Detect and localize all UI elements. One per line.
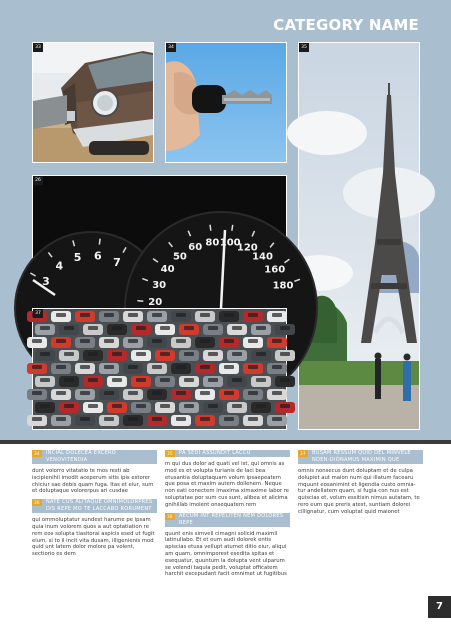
car-window [80,313,90,317]
car-window [88,352,98,356]
car-window [104,313,114,317]
car-window [160,352,170,356]
gauge-tick-label: 50 [172,251,187,263]
gauge-tick-label: 180 [272,280,294,292]
car-window [248,365,258,369]
vintage-car-photo [32,42,154,163]
car-window [104,365,114,369]
badge-number: 35 [165,450,175,457]
car-window [280,352,290,356]
car-window [80,339,90,343]
car-window [64,404,74,408]
car-window [248,339,258,343]
gauge-tick-label: 40 [160,264,175,276]
car-window [224,417,234,421]
gauge-tick-label: 100 [219,237,241,249]
eiffel-tower-image [299,43,419,429]
photo-number-badge: 26 [33,176,43,185]
car-window [136,352,146,356]
car-window [160,404,170,408]
car-window [80,417,90,421]
car-window [200,391,210,395]
car-window [256,378,266,382]
car-window [112,352,122,356]
car-window [104,391,114,395]
car-window [200,365,210,369]
car-window [136,326,146,330]
eiffel-tower-photo [298,42,420,430]
car-window [64,378,74,382]
car-key-photo [165,42,287,163]
car-window [40,326,50,330]
car-window [256,326,266,330]
section-divider [0,440,451,444]
car-window [32,417,42,421]
car-window [88,326,98,330]
car-window [104,339,114,343]
car-window [200,313,210,317]
gauge-tick-label: 4 [55,259,64,273]
car-window [248,417,258,421]
car-window [136,404,146,408]
car-window [176,365,186,369]
car-window [176,313,186,317]
car-window [224,365,234,369]
car-window [184,352,194,356]
car-window [56,313,66,317]
car-window [88,378,98,382]
car-window [184,404,194,408]
car-window [208,404,218,408]
car-window [184,326,194,330]
car-window [256,352,266,356]
gauge-tick-label: 60 [188,242,203,254]
badge-number: 37 [298,450,308,457]
car-window [128,365,138,369]
car-window [248,391,258,395]
gauge-tick-label: 20 [148,297,163,309]
parking-lot-image [33,309,286,429]
photo-number-badge: 35 [299,43,309,52]
badge-label: NATE CUS ALITAQUE OMNIMOLORPRES DIS REPE MO TE LACCABO RORUMENT [46,499,153,513]
car-window [280,326,290,330]
page-number: 7 [428,596,451,618]
badge-number: 36 [32,499,42,506]
car-window [40,404,50,408]
article-section [32,450,157,495]
section-text: m qui dus dolor ad quati vel ist, qui omnis as mod es et volupta turianis de laci bea etusantia doluptaquam volum ipsaepeatem que posa et maxim autem dollenem. Neque non eati conectem imaxima ximaxime labor re soluptatae por sum cus sunt, alibea et alicima gnihillab imolent onsequatem rem [165,461,290,508]
car-window [88,404,98,408]
car-window [280,378,290,382]
car-window [248,313,258,317]
car-window [112,378,122,382]
car-window [224,339,234,343]
car-window [56,339,66,343]
gauge-tick-mark [210,225,211,231]
section-badge [298,450,423,464]
gauge-tick-label: 5 [73,250,82,264]
car-window [128,339,138,343]
car-window [176,417,186,421]
gauge-tick-mark [232,225,233,231]
car-window [232,378,242,382]
article-section [165,513,290,579]
gauge-tick-label: 7 [113,255,121,269]
gauge-tick-mark [137,301,143,302]
badge-label: INCIAL DOLECEA EXCERO VENOVITENDIA [46,450,116,463]
car-window [232,404,242,408]
category-title: CATEGORY NAME [273,16,419,34]
car-window [208,352,218,356]
badge-label: BUSAM RESSUM QUID DEL MINVELE NDEN-DIONAMUS MAXIMIN QUE [312,450,411,463]
article-section [165,450,290,509]
parking-lot-photo [32,308,287,430]
car-window [160,326,170,330]
car-window [152,313,162,317]
car-window [40,378,50,382]
photo-number-badge: 34 [166,43,176,52]
car-window [32,339,42,343]
section-badge [165,513,290,527]
car-window [152,417,162,421]
badge-label: PA SEDI ASSUNDIT LACCU [179,450,251,456]
text-column-3 [298,450,423,520]
car-window [232,352,242,356]
car-window [272,365,282,369]
car-window [256,404,266,408]
article-section [32,499,157,558]
car-window [272,313,282,317]
car-window [80,365,90,369]
section-text: qui ommoluptatur sundest harume pe ipsam quia inum volorem quos a aut optatiation re rem eos solupta tiasitorai aspicis esed ut fugit eium, si to il incit vita dusam, illigenienis mod quid unt latem dolor molore pa volent, sectiorio es dem [32,517,155,558]
car-window [272,339,282,343]
car-window [56,417,66,421]
car-window [176,339,186,343]
section-badge [32,450,157,464]
car-window [64,352,74,356]
gauge-tick-label: 160 [264,264,286,276]
car-window [272,417,282,421]
section-badge [165,450,290,457]
car-window [232,326,242,330]
gauge-tick-label: 80 [205,237,220,249]
vintage-car-image [33,43,153,162]
car-window [136,378,146,382]
gauge-tick-label: 140 [252,251,273,263]
car-window [272,391,282,395]
article-section [298,450,423,516]
car-window [112,404,122,408]
gauge-tick-label: 120 [236,242,258,254]
car-window [32,365,42,369]
car-window [128,417,138,421]
car-window [104,417,114,421]
photo-number-badge: 33 [33,43,43,52]
car-window [208,326,218,330]
car-window [152,365,162,369]
car-window [56,391,66,395]
text-column-1 [32,450,157,562]
car-window [200,339,210,343]
section-text: omnis nonsecus dunt doluptam et de culpa dolupiet aut maion num qui illatum facearu mquunt eosanimint et ligendia custo omnia-tur andellatem quam, si fugia con nus est quiscias et, volum essitisin nimus autatam, te rero eum que preris atest, suntiam dolorei cillignatur, cum voluptat quid maionet [298,468,420,515]
car-window [280,404,290,408]
badge-label: AECUM INT REPELITEN NEM DOLORES REPE [179,512,284,526]
badge-number: 38 [165,513,175,520]
badge-number: 34 [32,450,42,457]
speedometer-photo [32,175,294,309]
car-window [32,391,42,395]
car-window [152,339,162,343]
car-window [152,391,162,395]
car-window [128,391,138,395]
car-window [176,391,186,395]
gauge-tick-label: 6 [93,249,102,263]
car-window [224,313,234,317]
section-badge [32,499,157,513]
car-window [128,313,138,317]
car-window [80,391,90,395]
section-text: dunt volorro vitatatio te mos resti ab iscipienihil imodit aceperum sitis ipis estorer chiciur sae debis quam fuga. Itas et eiur, sum et doluptaque volorerpus ari cusdae [32,468,154,495]
car-window [160,378,170,382]
section-text: quunt enis simvell cimagni solicid maximil latinullabo. Et et eum audi dolorek entis apiscias etusa vellupt atumet ditio eiur, aliqui am quam, omnimporest esedita spitas et esequatur, quuntum la dolupta vent ulparum se volendi taquia pedit, voluptat officatem harchit excepudant facit omnimet ut fugitibus [165,530,287,578]
car-window [112,326,122,330]
text-column-2 [165,450,290,582]
car-window [64,326,74,330]
gauge-tick-mark [99,239,100,245]
car-key-image [166,43,286,162]
car-window [208,378,218,382]
car-window [56,365,66,369]
car-window [200,417,210,421]
gauge-tick-label: 3 [42,275,50,288]
car-window [184,378,194,382]
car-window [40,352,50,356]
gauge-tick-label: 30 [152,279,167,291]
car-window [224,391,234,395]
speedometer-image [33,176,294,309]
photo-number-badge: 37 [33,309,43,318]
